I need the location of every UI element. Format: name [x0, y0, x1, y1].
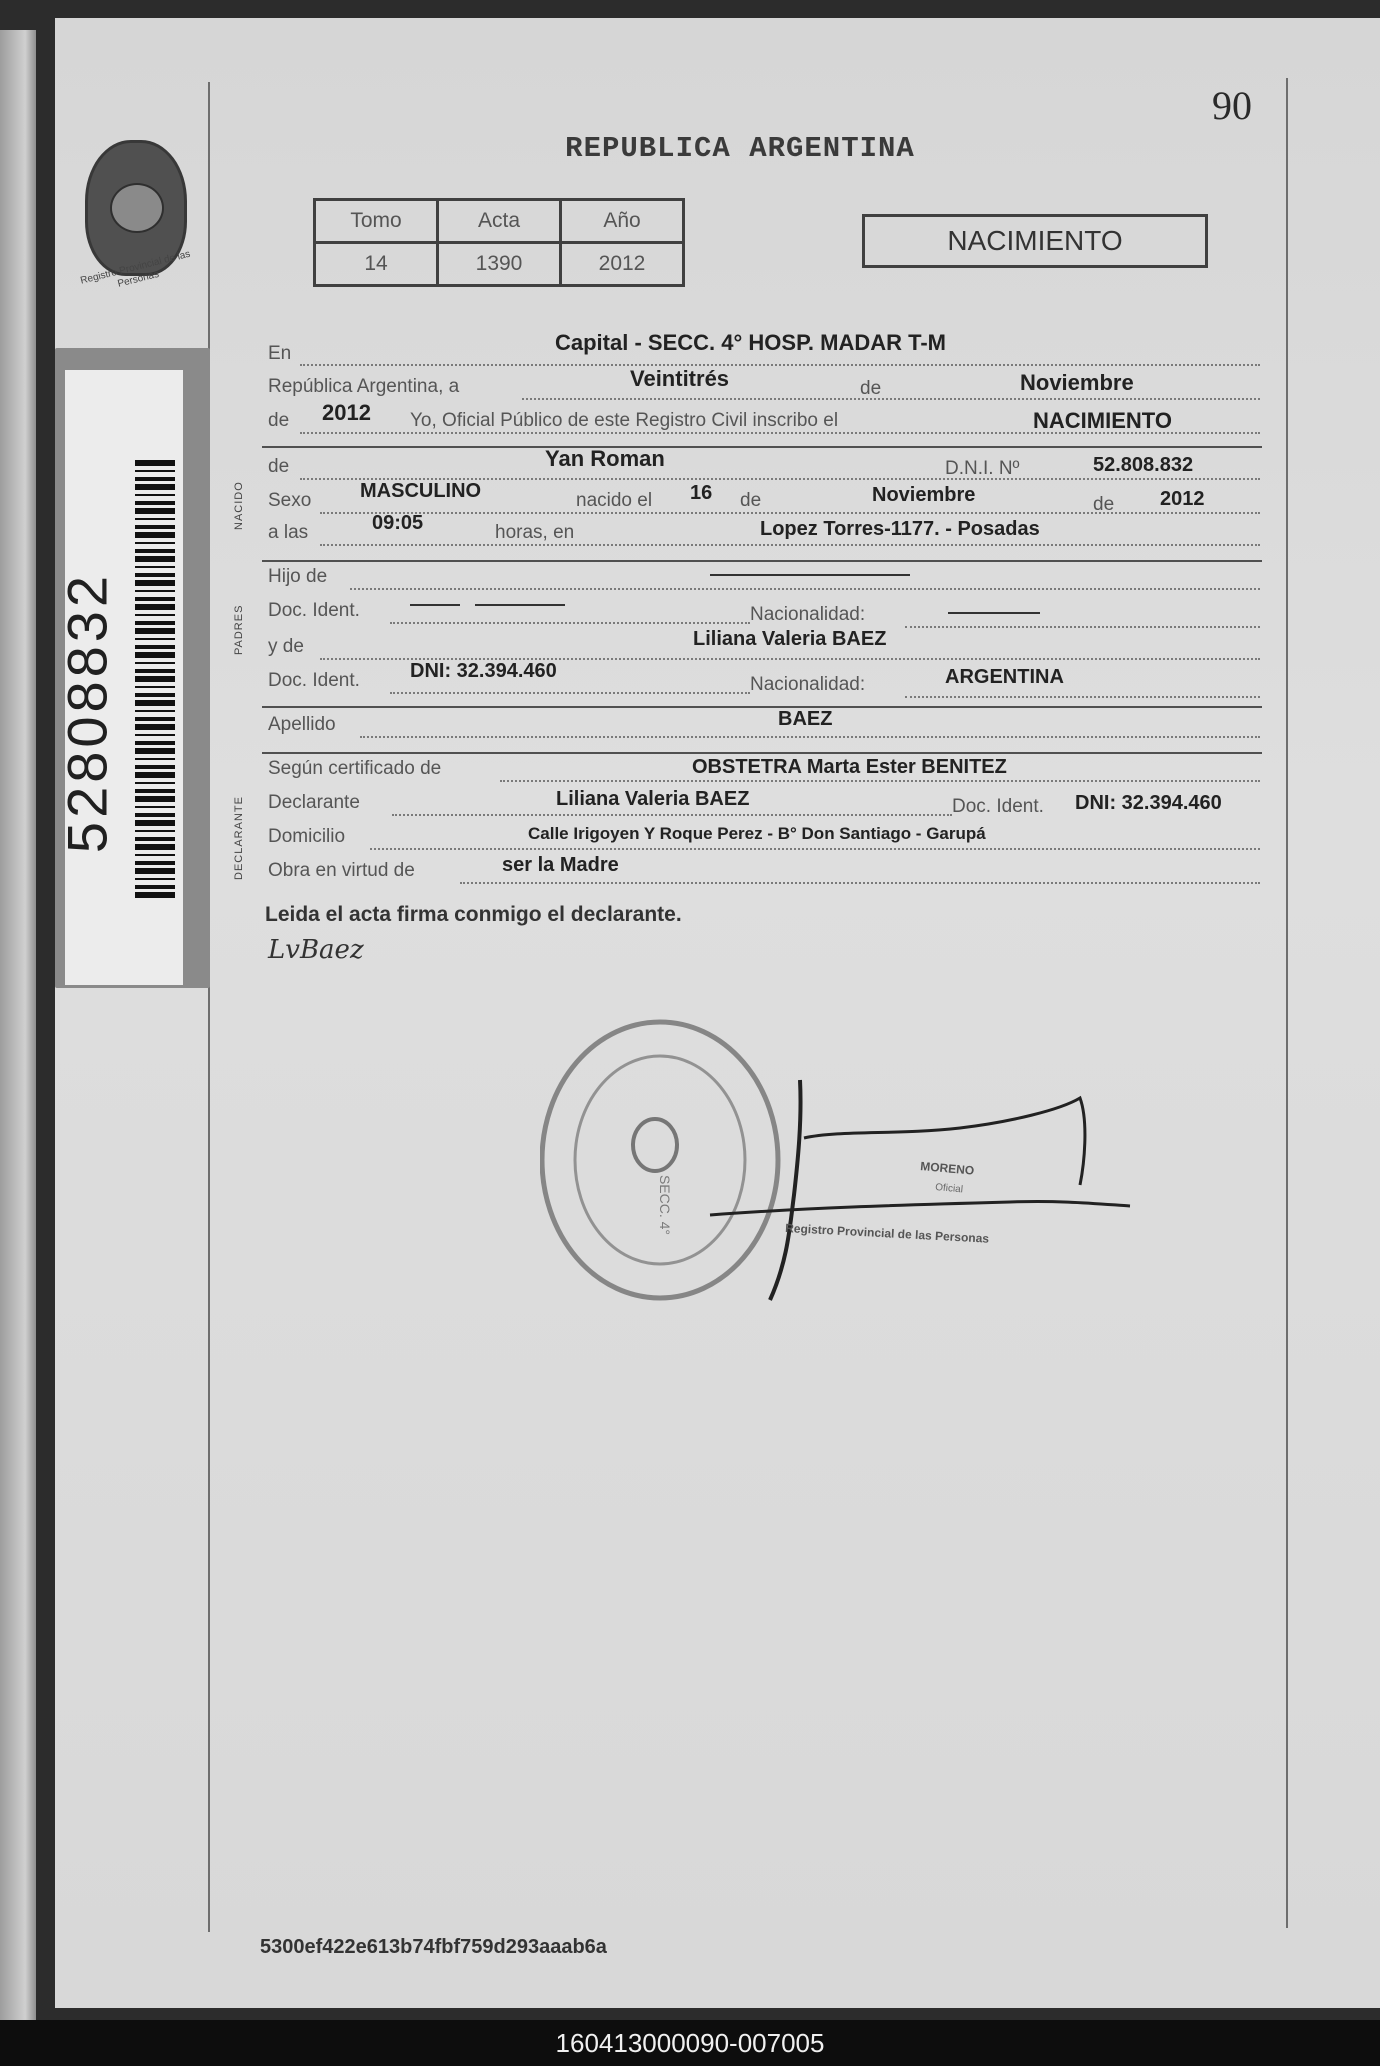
label-dni: D.N.I. Nº [945, 458, 1020, 479]
registry-header-anio: Año [561, 200, 684, 243]
declarant-address: Calle Irigoyen Y Roque Perez - B° Don Santiago - Garupá [528, 824, 986, 843]
birth-place: Lopez Torres-1177. - Posadas [760, 518, 1040, 540]
label-horas: horas, en [495, 522, 575, 543]
father-doc-blank-1 [410, 604, 460, 606]
act-type: NACIMIENTO [1033, 408, 1172, 433]
record-type-box: NACIMIENTO [862, 214, 1208, 268]
label-doc-ident-declarant: Doc. Ident. [952, 796, 1044, 817]
page-number: 90 [1212, 83, 1252, 128]
label-doc-ident-father: Doc. Ident. [268, 600, 360, 621]
section-label-padres: PADRES [233, 604, 245, 655]
label-nacionalidad-father: Nacionalidad: [750, 604, 866, 625]
adjacent-page-edge [0, 30, 36, 2020]
label-de-month: de [860, 378, 882, 399]
mother-nationality: ARGENTINA [945, 666, 1064, 688]
label-declarante: Declarante [268, 792, 360, 813]
declarant-name: Liliana Valeria BAEZ [556, 788, 750, 810]
right-margin-line [1286, 78, 1288, 1928]
certificate-issuer: OBSTETRA Marta Ester BENITEZ [692, 756, 1007, 778]
registry-table [313, 198, 685, 287]
seal-center-text: SECC. 4° [657, 1174, 673, 1236]
child-name: Yan Roman [545, 446, 665, 471]
birth-time: 09:05 [372, 512, 424, 534]
registration-year: 2012 [322, 400, 371, 425]
label-nacido: nacido el [576, 490, 653, 511]
barcode-number: 52808832 [55, 571, 119, 854]
label-en: En [268, 343, 292, 364]
label-domicilio: Domicilio [268, 826, 346, 847]
declarant-signature: LvBaez [268, 935, 364, 965]
section-label-declarante: DECLARANTE [233, 796, 245, 880]
father-nationality-blank [948, 612, 1040, 614]
official-seal-stamp [540, 1010, 1140, 1340]
registry-value-acta: 1390 [438, 243, 561, 286]
birth-day: 16 [690, 482, 713, 504]
label-apellido: Apellido [268, 714, 336, 735]
official-office: Registro Provincial de las Personas [784, 1221, 990, 1246]
label-sexo: Sexo [268, 490, 312, 511]
father-doc-blank-2 [475, 604, 565, 606]
document-id-bar: 160413000090-007005 [0, 2020, 1380, 2066]
registry-header-tomo: Tomo [315, 200, 438, 243]
mother-doc: DNI: 32.394.460 [410, 660, 557, 682]
label-segun-certificado: Según certificado de [268, 758, 442, 779]
emblem-caption: Registro Provincial de las Personas [79, 248, 192, 290]
label-de-year: de [268, 410, 290, 431]
official-title: Oficial [934, 1182, 964, 1196]
country-title: REPUBLICA ARGENTINA [565, 132, 915, 165]
barcode-label [55, 370, 183, 985]
barcode-icon [135, 460, 175, 900]
label-a-las: a las [268, 522, 309, 543]
label-birth-de1: de [740, 490, 762, 511]
label-hijo-de: Hijo de [268, 566, 328, 587]
declarant-doc: DNI: 32.394.460 [1075, 792, 1222, 814]
document-hash: 5300ef422e613b74fbf759d293aaab6a [260, 1936, 607, 1958]
label-nacionalidad-mother: Nacionalidad: [750, 674, 866, 695]
father-name-blank [710, 574, 910, 576]
closing-statement: Leida el acta firma conmigo el declarante. [265, 903, 682, 926]
section-label-nacido: NACIDO [233, 481, 245, 530]
registry-value-anio: 2012 [561, 243, 684, 286]
registry-value-tomo: 14 [315, 243, 438, 286]
label-de-name: de [268, 456, 290, 477]
registration-month: Noviembre [1020, 370, 1134, 395]
label-y-de: y de [268, 636, 304, 657]
birth-year: 2012 [1160, 488, 1205, 510]
label-birth-de2: de [1093, 494, 1115, 515]
label-doc-ident-mother: Doc. Ident. [268, 670, 360, 691]
surname-value: BAEZ [778, 708, 833, 730]
seal-coat-of-arms-icon [633, 1119, 677, 1171]
registration-day: Veintitrés [630, 366, 730, 391]
label-republica: República Argentina, a [268, 376, 460, 397]
birth-month: Noviembre [872, 484, 976, 506]
child-sex: MASCULINO [360, 480, 482, 502]
oficial-text: Yo, Oficial Público de este Registro Civil inscribo el [410, 410, 839, 431]
mother-name: Liliana Valeria BAEZ [693, 628, 887, 650]
official-name: MORENO [919, 1159, 975, 1178]
obra-value: ser la Madre [502, 854, 619, 876]
registration-place: Capital - SECC. 4° HOSP. MADAR T-M [555, 330, 946, 355]
registry-header-acta: Acta [438, 200, 561, 243]
child-dni: 52.808.832 [1093, 454, 1194, 476]
label-obra-en-virtud: Obra en virtud de [268, 860, 415, 881]
